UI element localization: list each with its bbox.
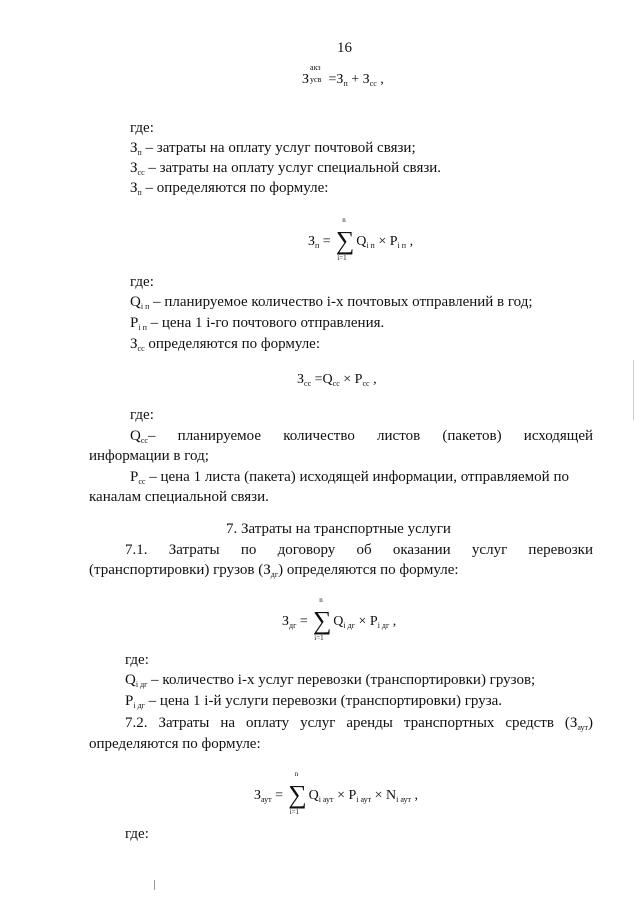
definition-pin: $P_{i п}$ – цена 1 i-го почтового отправления. bbox=[130, 315, 385, 332]
where-label-5: где: bbox=[125, 826, 149, 842]
definition-pss-cont: каналам специальной связи. bbox=[89, 489, 269, 505]
definition-zss-formula-ref: $З_{сс}$ определяются по формуле: bbox=[130, 336, 321, 353]
where-label-2: где: bbox=[130, 274, 154, 290]
definition-zn: $З_п$ – затраты на оплату услуг почтовой связи; bbox=[130, 140, 416, 157]
formula-vehicle-rent: $З_{аут}$ = n ∑ i=1 $Q_{i аут} \times P_{i аут} \times N_{i аут}$ , bbox=[254, 770, 419, 816]
sum-sign: n ∑ i=1 bbox=[313, 596, 332, 642]
formula-special: $З_{сс} =Q_{сс} \times P_{сс}$ , bbox=[297, 372, 377, 388]
definition-qin: $Q_{i п}$ – планируемое количество i-х почтовых отправлений в год; bbox=[130, 294, 533, 311]
where-label-4: где: bbox=[125, 652, 149, 668]
paragraph-7-1-line-1: 7.1. Затраты по договору об оказании услуг перевозки bbox=[125, 542, 593, 558]
where-label-1: где: bbox=[130, 120, 154, 136]
definition-qidg: $Q_{i дг}$ – количество i-х услуг перевозки (транспортировки) грузов; bbox=[125, 672, 536, 689]
sum-sign: n ∑ i=1 bbox=[335, 216, 355, 262]
definition-pss: $P_{сс}$ – цена 1 листа (пакета) исходящей информации, отправляемой по bbox=[130, 469, 569, 486]
section-title: 7. Затраты на транспортные услуги bbox=[226, 521, 451, 537]
paragraph-7-1-line-2: (транспортировки) грузов $(З_{дг})$ определяются по формуле: bbox=[89, 562, 459, 579]
definition-zss: $З_{сс}$ – затраты на оплату услуг специальной связи. bbox=[130, 160, 442, 177]
formula-postal-total: З акз усв $=З_п + З_{сс}$ , bbox=[302, 63, 384, 88]
page-number: 16 bbox=[337, 40, 352, 56]
paragraph-7-2-line-2: определяются по формуле: bbox=[89, 736, 261, 752]
definition-zn-formula-ref: $З_п$ – определяются по формуле: bbox=[130, 180, 329, 197]
paragraph-7-2-line-1: 7.2. Затраты на оплату услуг аренды транспортных средств $(З_{аут})$ bbox=[125, 715, 593, 732]
scan-mark bbox=[154, 880, 155, 890]
scan-edge bbox=[633, 360, 634, 420]
definition-qss-cont: информации в год; bbox=[89, 448, 209, 464]
definition-pidg: $P_{i дг}$ – цена 1 i-й услуги перевозки (транспортировки) груза. bbox=[125, 693, 503, 710]
formula-freight: $З_{дг}$ = n ∑ i=1 $Q_{i дг} \times P_{i дг}$ , bbox=[282, 596, 397, 642]
formula-postal: $З_п$ = n ∑ i=1 $Q_{i п} \times P_{i п}$ , bbox=[308, 216, 414, 262]
where-label-3: где: bbox=[130, 407, 154, 423]
definition-qss: $Q_{сс}-$ планируемое количество листов (пакетов) исходящей bbox=[130, 428, 593, 445]
sum-sign: n ∑ i=1 bbox=[288, 770, 307, 816]
